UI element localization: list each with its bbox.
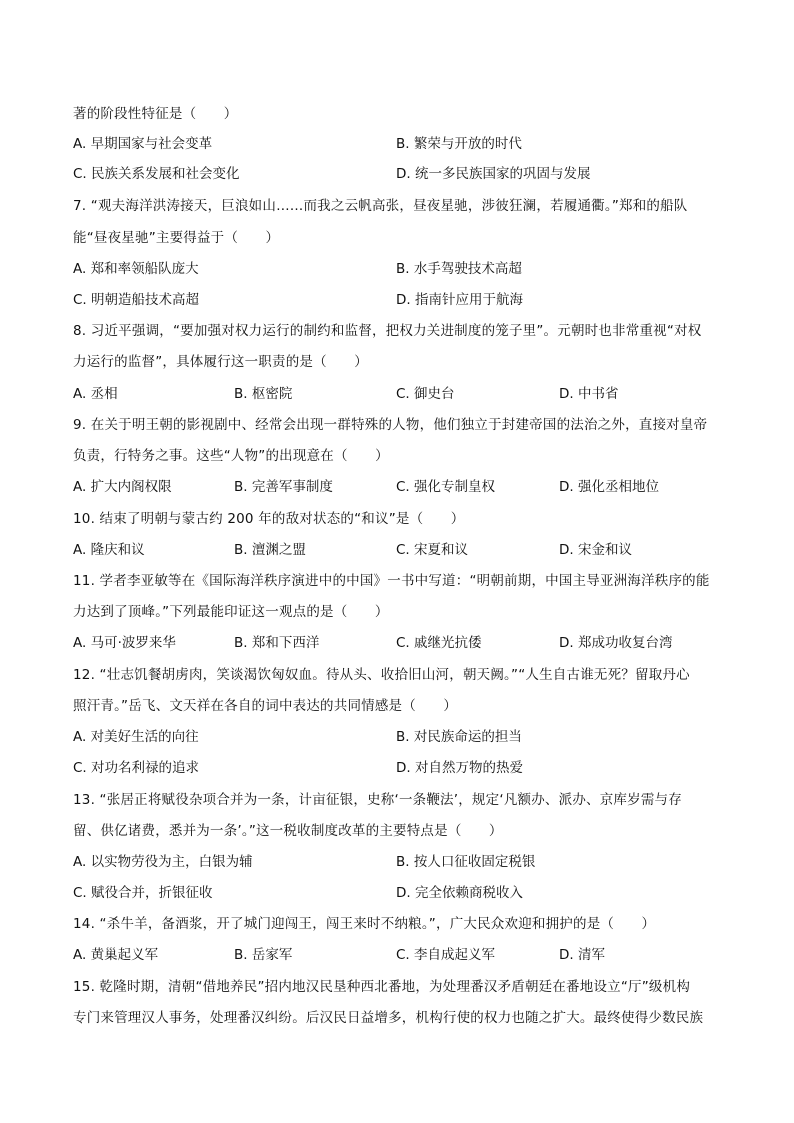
q12-options-row-1	[73, 728, 733, 746]
q11-stem-line-1: 11. 学者李亚敏等在《国际海洋秩序演进中的中国》一书中写道：“明朝前期，中国主导亚洲海洋秩序的能	[73, 573, 710, 589]
q12-option-c[interactable]: C. 对功名利禄的追求	[73, 760, 200, 776]
q10-options-row	[73, 541, 733, 559]
q12-option-b[interactable]: B. 对民族命运的担当	[396, 729, 522, 745]
q12-option-d[interactable]: D. 对自然万物的热爱	[396, 760, 523, 776]
q11-option-c[interactable]: C. 戚继光抗倭	[396, 635, 482, 651]
q10-option-c[interactable]: C. 宋夏和议	[396, 542, 469, 558]
q11-option-a[interactable]: A. 马可·波罗来华	[73, 635, 176, 651]
q12-options-row-2	[73, 759, 733, 777]
q10-option-d[interactable]: D. 宋金和议	[559, 542, 632, 558]
q11-options-row	[73, 634, 733, 652]
q9-option-b[interactable]: B. 完善军事制度	[234, 479, 333, 495]
q6-option-d[interactable]: D. 统一多民族国家的巩固与发展	[396, 166, 591, 182]
q14-option-d[interactable]: D. 清军	[559, 947, 605, 963]
q7-option-b[interactable]: B. 水手驾驶技术高超	[396, 261, 522, 277]
q6-options-row-2	[73, 165, 733, 183]
q7-option-a[interactable]: A. 郑和率领船队庞大	[73, 261, 199, 277]
q13-option-c[interactable]: C. 赋役合并，折银征收	[73, 885, 213, 901]
q14-option-a[interactable]: A. 黄巢起义军	[73, 947, 159, 963]
q9-option-d[interactable]: D. 强化丞相地位	[559, 479, 659, 495]
q14-option-b[interactable]: B. 岳家军	[234, 947, 293, 963]
q7-options-row-1	[73, 260, 733, 278]
q13-option-a[interactable]: A. 以实物劳役为主，白银为辅	[73, 854, 253, 870]
q7-stem-line-2: 能“昼夜星驰”主要得益于（ ）	[73, 230, 280, 246]
q8-option-b[interactable]: B. 枢密院	[234, 386, 293, 402]
q13-option-b[interactable]: B. 按人口征收固定税银	[396, 854, 536, 870]
q11-stem-line-2: 力达到了顶峰。”下列最能印证这一观点的是（ ）	[73, 604, 389, 620]
q12-stem-line-1: 12. “壮志饥餐胡虏肉，笑谈渴饮匈奴血。待从头、收拾旧山河，朝天阙。”“人生自古谁无死？留取丹心	[73, 667, 690, 683]
q13-stem-line-2: 留、供亿诸费，悉并为一条’。”这一税收制度改革的主要特点是（ ）	[73, 823, 503, 839]
q10-option-a[interactable]: A. 隆庆和议	[73, 542, 145, 558]
q10-stem-line-1: 10. 结束了明朝与蒙古约 200 年的敌对状态的“和议”是（ ）	[73, 511, 465, 527]
q14-options-row	[73, 946, 733, 964]
q7-options-row-2	[73, 291, 733, 309]
q10-option-b[interactable]: B. 澶渊之盟	[234, 542, 306, 558]
q7-stem-line-1: 7. “观夫海洋洪涛接天，巨浪如山……而我之云帆高张，昼夜星驰，涉彼狂澜，若履通衢。”郑和的船队	[73, 198, 688, 214]
q13-option-d[interactable]: D. 完全依赖商税收入	[396, 885, 523, 901]
q6-option-c[interactable]: C. 民族关系发展和社会变化	[73, 166, 240, 182]
q9-stem-line-2: 负责，行特务之事。这些“人物”的出现意在（ ）	[73, 448, 389, 464]
q9-option-a[interactable]: A. 扩大内阁权限	[73, 479, 172, 495]
q6-stem-tail: 著的阶段性特征是（ ）	[73, 106, 238, 122]
q13-options-row-2	[73, 884, 733, 902]
q7-option-c[interactable]: C. 明朝造船技术高超	[73, 292, 200, 308]
q14-stem-line-1: 14. “杀牛羊，备酒浆，开了城门迎闯王，闯王来时不纳粮。”，广大民众欢迎和拥护的是（ ）	[73, 916, 656, 932]
q9-option-c[interactable]: C. 强化专制皇权	[396, 479, 496, 495]
q7-option-d[interactable]: D. 指南针应用于航海	[396, 292, 523, 308]
q9-options-row	[73, 478, 733, 496]
q13-options-row-1	[73, 853, 733, 871]
q8-option-c[interactable]: C. 御史台	[396, 386, 455, 402]
q8-option-a[interactable]: A. 丞相	[73, 386, 118, 402]
q8-options-row	[73, 385, 733, 403]
q9-stem-line-1: 9. 在关于明王朝的影视剧中、经常会出现一群特殊的人物，他们独立于封建帝国的法治之外，直接对皇帝	[73, 417, 708, 433]
q8-stem-line-1: 8. 习近平强调，“要加强对权力运行的制约和监督，把权力关进制度的笼子里”。元朝时也非常重视“对权	[73, 323, 702, 339]
q13-stem-line-1: 13. “张居正将赋役杂项合并为一条，计亩征银，史称‘一条鞭法’，规定‘凡额办、派办、京库岁需与存	[73, 792, 682, 808]
q12-stem-line-2: 照汗青。”岳飞、文天祥在各自的词中表达的共同情感是（ ）	[73, 698, 458, 714]
q6-options-row-1	[73, 135, 733, 153]
q12-option-a[interactable]: A. 对美好生活的向往	[73, 729, 199, 745]
q14-option-c[interactable]: C. 李自成起义军	[396, 947, 496, 963]
q11-option-b[interactable]: B. 郑和下西洋	[234, 635, 320, 651]
q8-stem-line-2: 力运行的监督”，具体履行这一职责的是（ ）	[73, 354, 368, 370]
q6-option-a[interactable]: A. 早期国家与社会变革	[73, 136, 213, 152]
q11-option-d[interactable]: D. 郑成功收复台湾	[559, 635, 673, 651]
q15-stem-line-1: 15. 乾隆时期，清朝“借地养民”招内地汉民垦种西北番地，为处理番汉矛盾朝廷在番地设立“厅”级机构	[73, 979, 691, 995]
q15-stem-line-2: 专门来管理汉人事务，处理番汉纠纷。后汉民日益增多，机构行使的权力也随之扩大。最终使得少数民族	[73, 1010, 704, 1026]
q8-option-d[interactable]: D. 中书省	[559, 386, 619, 402]
q6-option-b[interactable]: B. 繁荣与开放的时代	[396, 136, 522, 152]
